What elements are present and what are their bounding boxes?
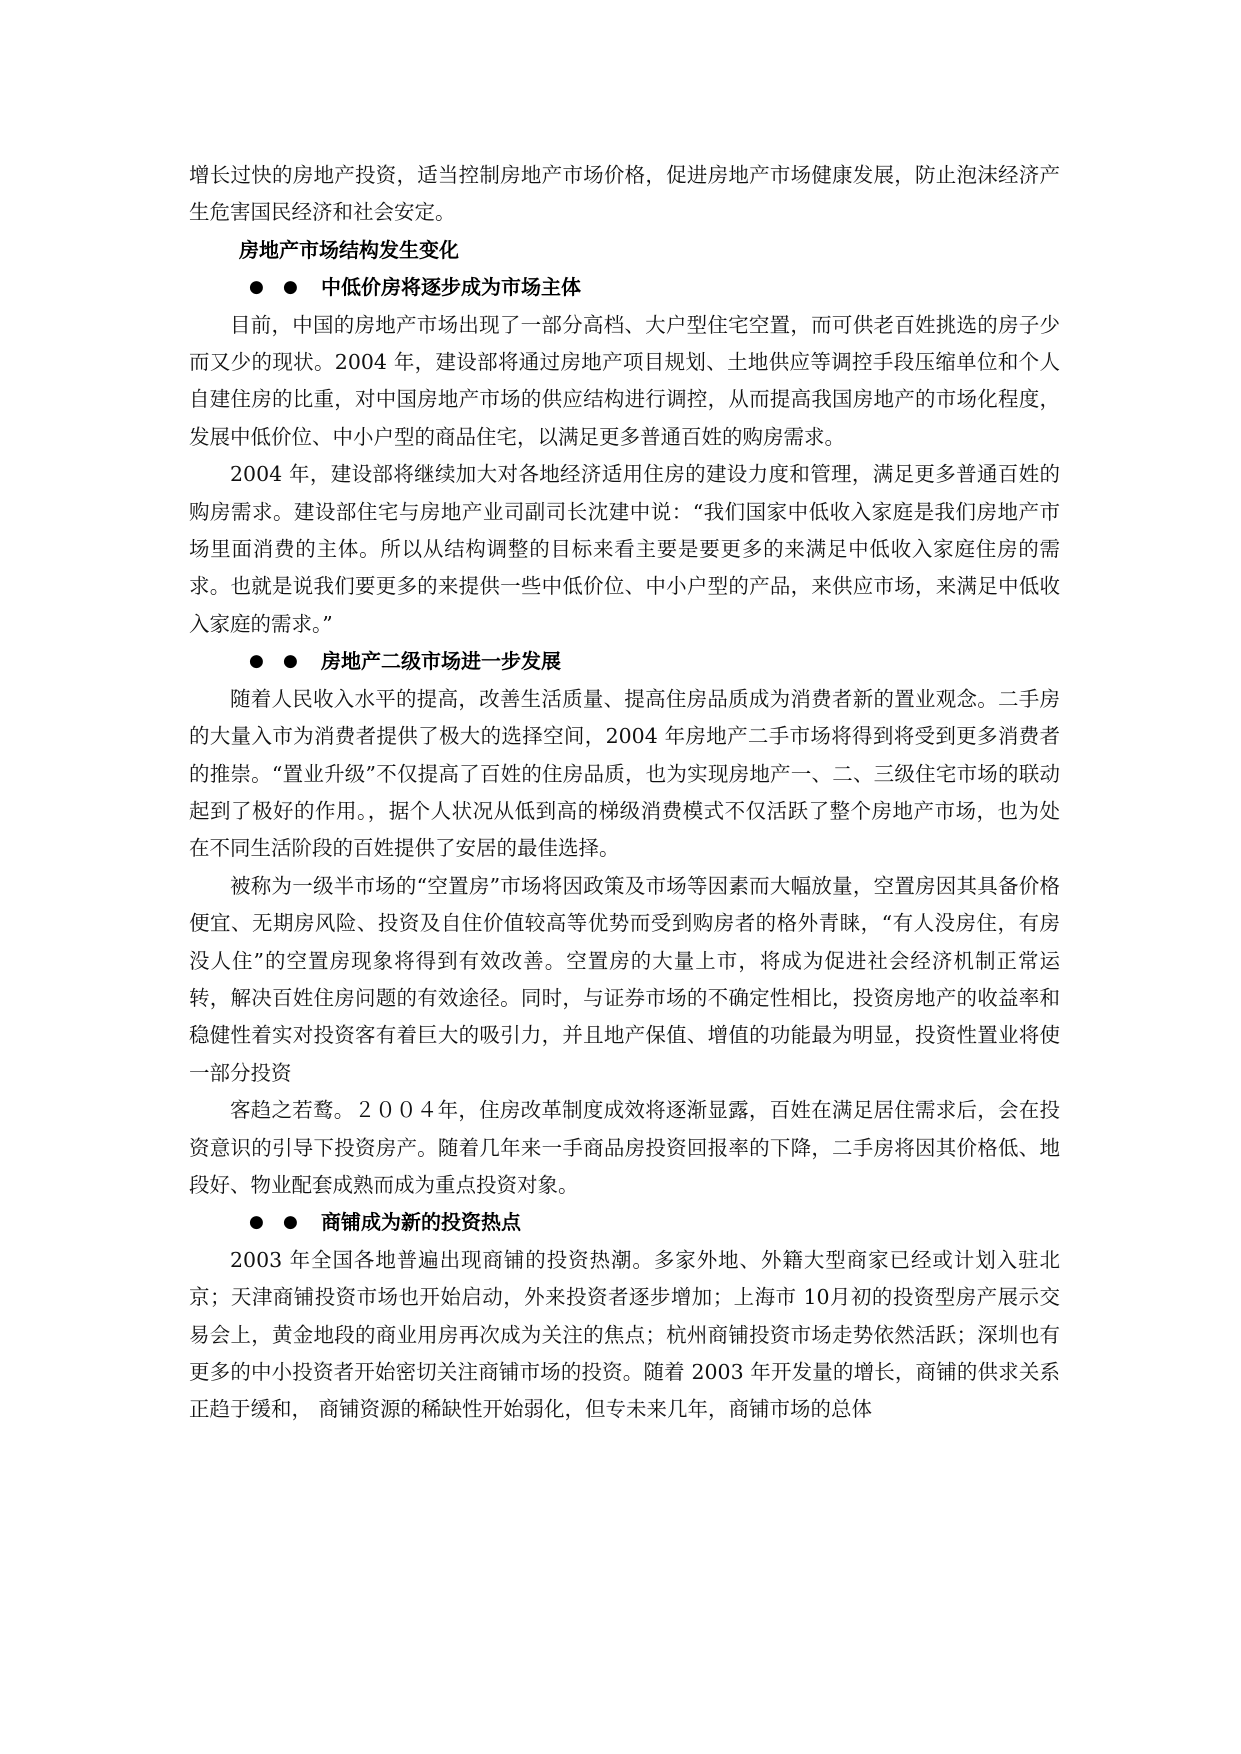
paragraph-continuation: 增长过快的房地产投资，适当控制房地产市场价格，促进房地产市场健康发展，防止泡沫经济产生危害国民经济和社会安定。 [189, 163, 1060, 225]
paragraph: 目前，中国的房地产市场出现了一部分高档、大户型住宅空置，而可供老百姓挑选的房子少而又少的现状。2004 年，建设部将通过房地产项目规划、土地供应等调控手段压缩单位和个人自建住房的比重，对中国房地产市场的供应结构进行调控，从而提高我国房地产的市场化程度，发展中低价位、中小户型的商品住宅，以满足更多普通百姓的购房需求。 [189, 312, 1060, 449]
paragraph: 被称为一级半市场的“空置房”市场将因政策及市场等因素而大幅放量，空置房因其具备价格便宜、无期房风险、投资及自住价值较高等优势而受到购房者的格外青睐，“有人没房住，有房没人住”的空置房现象将得到有效改善。空置房的大量上市，将成为促进社会经济机制正常运转，解决百姓住房问题的有效途径。同时，与证券市场的不确定性相比，投资房地产的收益率和稳健性着实对投资客有着巨大的吸引力，并且地产保值、增值的功能最为明显，投资性置业将使一部分投资 [189, 873, 1060, 1085]
bullet-heading-text: 商铺成为新的投资热点 [321, 1210, 521, 1235]
bullet-heading-text: 房地产二级市场进一步发展 [321, 649, 561, 674]
bullet-icon: ● [249, 651, 264, 672]
bullet-heading-low-price-housing [189, 269, 1060, 306]
bullet-heading-secondary-market [189, 643, 1060, 680]
paragraph: 2003 年全国各地普遍出现商铺的投资热潮。多家外地、外籍大型商家已经或计划入驻北京；天津商铺投资市场也开始启动，外来投资者逐步增加；上海市 10月初的投资型房产展示交易会上，黄金地段的商业用房再次成为关注的焦点；杭州商铺投资市场走势依然活跃；深圳也有更多的中小投资者开始密切关注商铺市场的投资。随着 2003 年开发量的增长，商铺的供求关系正趋于缓和， 商铺资源的稀缺性开始弱化，但专未来几年，商铺市场的总体 [189, 1247, 1060, 1422]
paragraph: 客趋之若鹜。２００４年，住房改革制度成效将逐渐显露，百姓在满足居住需求后，会在投资意识的引导下投资房产。随着几年来一手商品房投资回报率的下降，二手房将因其价格低、地段好、物业配套成熟而成为重点投资对象。 [189, 1098, 1060, 1197]
document-body [189, 157, 1060, 1429]
bullet-icon: ● [283, 1212, 298, 1233]
bullet-marks [249, 643, 321, 680]
bullet-marks [249, 1204, 321, 1241]
bullet-marks [249, 269, 321, 306]
paragraph: 2004 年，建设部将继续加大对各地经济适用住房的建设力度和管理，满足更多普通百姓的购房需求。建设部住宅与房地产业司副司长沈建中说：“我们国家中低收入家庭是我们房地产市场里面消费的主体。所以从结构调整的目标来看主要是要更多的来满足中低收入家庭住房的需求。也就是说我们要更多的来提供一些中低价位、中小户型的产品，来供应市场，来满足中低收入家庭的需求。” [189, 462, 1060, 636]
section-heading: 房地产市场结构发生变化 [239, 237, 459, 262]
bullet-heading-text: 中低价房将逐步成为市场主体 [321, 275, 581, 300]
bullet-heading-shops-investment [189, 1204, 1060, 1241]
bullet-icon: ● [249, 1212, 264, 1233]
bullet-icon: ● [283, 277, 298, 298]
bullet-icon: ● [283, 651, 298, 672]
paragraph: 随着人民收入水平的提高，改善生活质量、提高住房品质成为消费者新的置业观念。二手房的大量入市为消费者提供了极大的选择空间，2004 年房地产二手市场将得到将受到更多消费者的推崇。“置业升级”不仅提高了百姓的住房品质，也为实现房地产一、二、三级住宅市场的联动起到了极好的作用。，据个人状况从低到高的梯级消费模式不仅活跃了整个房地产市场，也为处在不同生活阶段的百姓提供了安居的最佳选择。 [189, 686, 1060, 861]
bullet-icon: ● [249, 277, 264, 298]
